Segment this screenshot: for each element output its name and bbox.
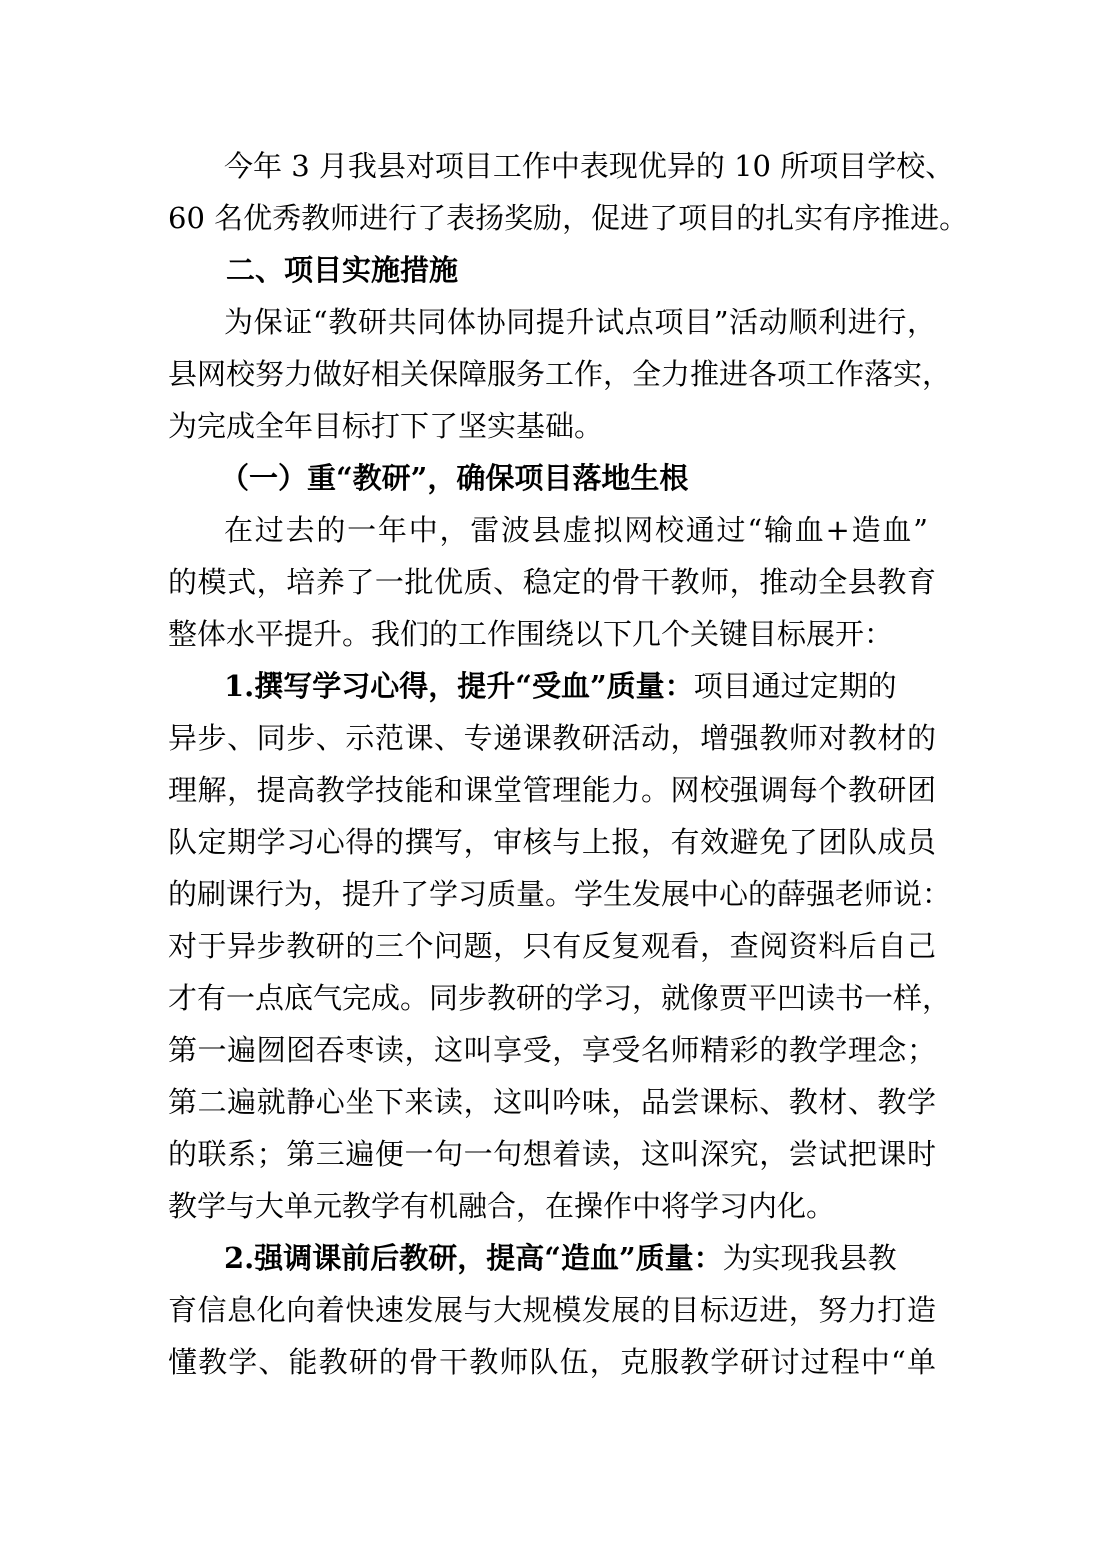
paragraph-1-line-1: 今年 3 月我县对项目工作中表现优异的 10 所项目学校、 [224,149,955,183]
item-2-first-line [224,1232,897,1284]
item-1-line-7: 才有一点底气完成。同步教研的学习，就像贾平凹读书一样， [168,981,952,1015]
paragraph-3-line-3: 整体水平提升。我们的工作围绕以下几个关键目标展开： [168,617,894,651]
item-1-line-3: 理解，提高教学技能和课堂管理能力。网校强调每个教研团 [168,773,936,807]
item-1-line-5: 的刷课行为，提升了学习质量。学生发展中心的薛强老师说： [168,877,952,911]
item-1-line-9: 第二遍就静心坐下来读，这叫吟味，品尝课标、教材、教学 [168,1085,936,1119]
item-1-line-6: 对于异步教研的三个问题，只有反复观看，查阅资料后自己 [168,929,936,963]
section-heading-2: 二、项目实施措施 [226,253,459,287]
paragraph-3-line-2: 的模式，培养了一批优质、稳定的骨干教师，推动全县教育 [168,565,936,599]
paragraph-3-line-1: 在过去的一年中，雷波县虚拟网校通过“输血+造血” [224,513,928,547]
item-1-line-4: 队定期学习心得的撰写，审核与上报，有效避免了团队成员 [168,825,936,859]
item-2-line-2: 育信息化向着快速发展与大规模发展的目标迈进，努力打造 [168,1293,936,1327]
paragraph-2-line-1: 为保证“教研共同体协同提升试点项目”活动顺利进行， [224,305,936,339]
item-1-line-1: 项目通过定期的 [693,669,897,703]
item-1-title: 1.撰写学习心得，提升“受血”质量： [224,669,694,703]
item-2-title: 2.强调课前后教研，提高“造血”质量： [224,1241,723,1275]
item-1-line-11: 教学与大单元教学有机融合，在操作中将学习内化。 [168,1189,836,1223]
item-1-line-10: 的联系；第三遍便一句一句想着读，这叫深究，尝试把课时 [168,1137,936,1171]
item-1-line-2: 异步、同步、示范课、专递课教研活动，增强教师对教材的 [168,721,936,755]
subsection-heading-1: （一）重“教研”，确保项目落地生根 [220,461,689,495]
paragraph-2-line-2: 县网校努力做好相关保障服务工作，全力推进各项工作落实， [168,357,952,391]
paragraph-2-line-3: 为完成全年目标打下了坚实基础。 [168,409,604,443]
paragraph-1-line-2: 60 名优秀教师进行了表扬奖励，促进了项目的扎实有序推进。 [168,201,969,235]
item-1-line-8: 第一遍囫囵吞枣读，这叫享受，享受名师精彩的教学理念； [168,1033,936,1067]
item-2-line-1: 为实现我县教 [722,1241,897,1275]
item-2-line-3: 懂教学、能教研的骨干教师队伍，克服教学研讨过程中“单 [168,1345,936,1379]
item-1-first-line [224,660,897,712]
